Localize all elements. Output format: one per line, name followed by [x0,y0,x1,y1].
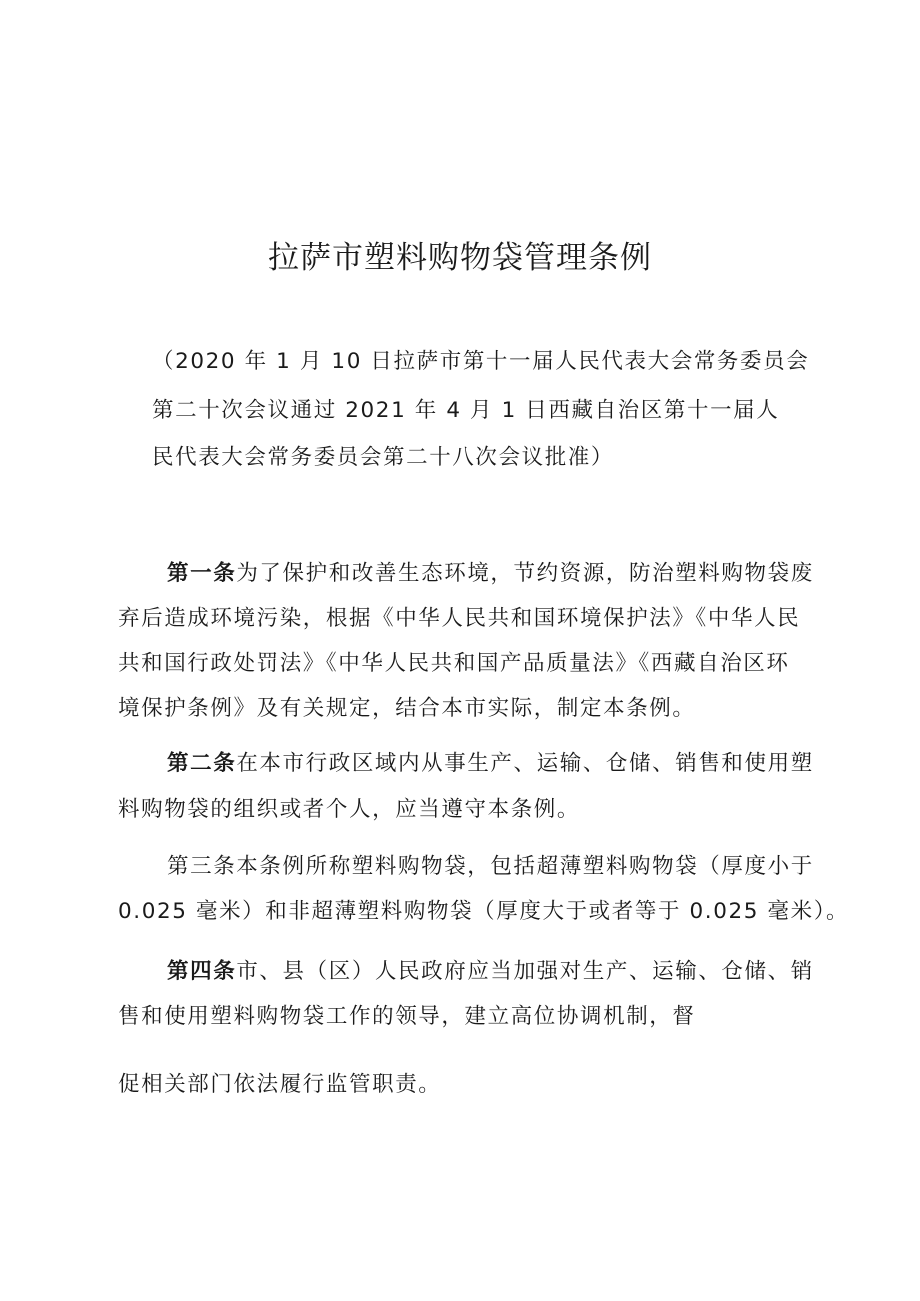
article-1-line [167,556,814,587]
adoption-note-line: 民代表大会常务委员会第二十八次会议批准） [152,445,615,470]
document-title: 拉萨市塑料购物袋管理条例 [268,240,652,276]
article-4-line [167,954,814,985]
article-4-text: 市、县（区）人民政府应当加强对生产、运输、仓储、销 [236,959,814,984]
article-4-line: 促相关部门依法履行监管职责。 [118,1072,442,1097]
article-4-heading: 第四条 [167,959,237,984]
article-3-line: 第三条本条例所称塑料购物袋，包括超薄塑料购物袋（厚度小于 [167,854,814,879]
article-1-line: 境保护条例》及有关规定，结合本市实际，制定本条例。 [118,696,696,721]
article-2-text: 在本市行政区域内从事生产、运输、仓储、销售和使用塑 [236,751,814,776]
article-2-line: 料购物袋的组织或者个人，应当遵守本条例。 [118,797,581,822]
article-1-heading: 第一条 [167,561,237,586]
article-3-line: 0.025 毫米）和非超薄塑料购物袋（厚度大于或者等于 0.025 毫米）。 [118,899,850,924]
article-1-line: 共和国行政处罚法》《中华人民共和国产品质量法》《西藏自治区环 [118,651,790,676]
article-1-line: 弃后造成环境污染，根据《中华人民共和国环境保护法》《中华人民 [118,606,801,631]
adoption-note-line: （2020 年 1 月 10 日拉萨市第十一届人民代表大会常务委员会 [152,349,810,374]
article-2-line [167,746,814,777]
article-2-heading: 第二条 [167,751,237,776]
adoption-note-line: 第二十次会议通过 2021 年 4 月 1 日西藏自治区第十一届人 [152,398,780,423]
article-1-text: 为了保护和改善生态环境，节约资源，防治塑料购物袋废 [236,561,814,586]
article-4-line: 售和使用塑料购物袋工作的领导，建立高位协调机制，督 [118,1004,696,1029]
